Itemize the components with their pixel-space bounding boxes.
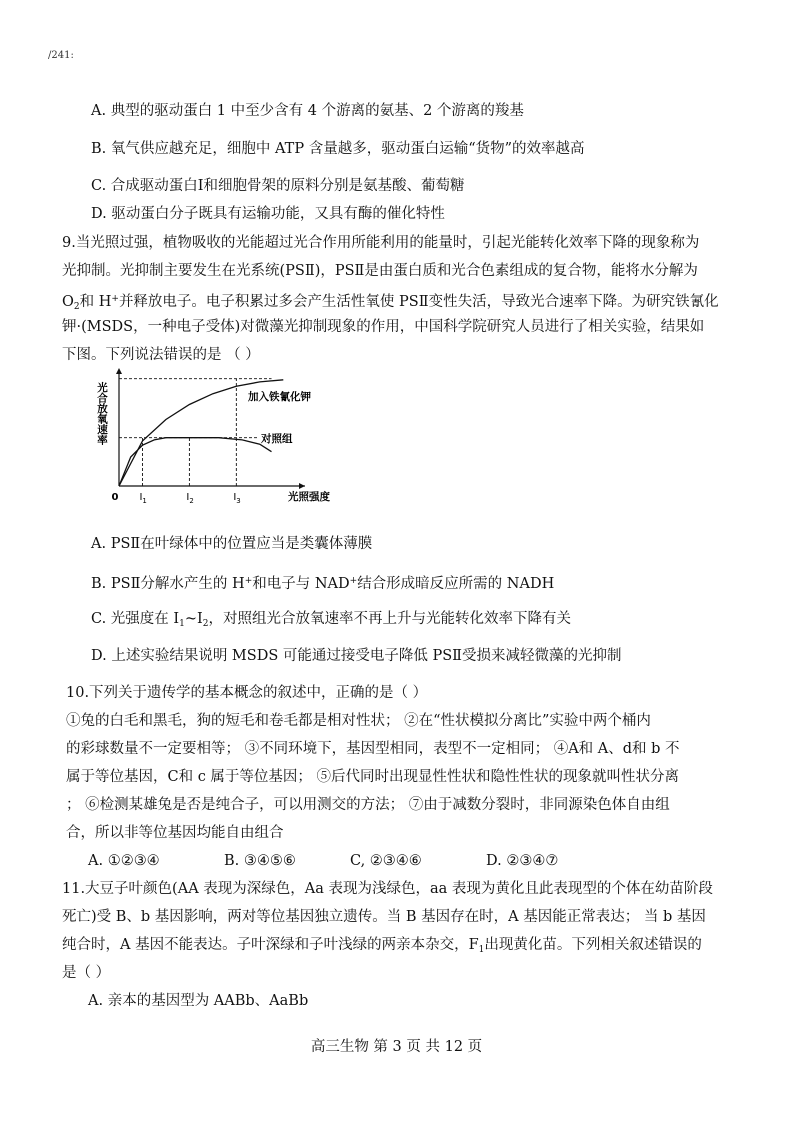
q9-option-b: B. PSⅡ分解水产生的 H+和电子与 NAD+结合形成暗反应所需的 NADH <box>91 576 555 592</box>
q8-option-a: A. 典型的驱动蛋白 1 中至少含有 4 个游离的氨基、2 个游离的羧基 <box>91 103 524 119</box>
q9-option-c: C. 光强度在 $I_1\sim I_2$，对照组光合放氧速率不再上升与光能转化效率下降有关 <box>91 611 571 629</box>
q11-stem-line: 纯合时，A 基因不能表达。子叶深绿和子叶浅绿的两亲本杂交，$F_1$出现黄化苗。下列相关叙述错误的 <box>62 937 702 955</box>
x-axis-arrow <box>299 483 305 489</box>
series-line-control <box>119 438 272 486</box>
x-axis-label: 光照强度 <box>288 491 330 503</box>
q10-statement-line: ①兔的白毛和黑毛，狗的短毛和卷毛都是相对性状； ②在“性状模拟分离比”实验中两个桶内 <box>66 713 651 729</box>
q9-option-d: D. 上述实验结果说明 MSDS 可能通过接受电子降低 PSⅡ受损来减轻微藻的光抑制 <box>91 648 622 664</box>
q9-stem-line: 光抑制。光抑制主要发生在光系统(PSⅡ)，PSⅡ是由蛋白质和光合色素组成的复合物，能将水分解为 <box>62 263 698 279</box>
q10-statement-line: ； ⑥检测某雄兔是否是纯合子，可以用测交的方法； ⑦由于减数分裂时，非同源染色体自由组 <box>66 797 670 813</box>
q11-stem-line: 11.大豆子叶颜色(AA 表现为深绿色，Aa 表现为浅绿色，aa 表现为黄化且此表现型的个体在幼苗阶段 <box>62 881 713 897</box>
q10-option-b: B. ③④⑤⑥ <box>224 853 296 869</box>
q9-stem-line: 9.当光照过强，植物吸收的光能超过光合作用所能利用的能量时，引起光能转化效率下降的现象称为 <box>62 235 700 251</box>
q9-stem-line: 钾·(MSDS，一种电子受体)对微藻光抑制现象的作用，中国科学院研究人员进行了相关实验，结果如 <box>62 319 705 335</box>
q8-option-c: C. 合成驱动蛋白Ⅰ和细胞骨架的原料分别是氨基酸、葡萄糖 <box>91 178 465 194</box>
y-axis-arrow <box>116 368 122 374</box>
origin-label: 0 <box>111 492 119 503</box>
q10-statement-line: 合，所以非等位基因均能自由组合 <box>66 825 284 841</box>
page-header-mark: /241: <box>48 50 74 61</box>
q8-option-d: D. 驱动蛋白分子既具有运输功能，又具有酶的催化特性 <box>91 206 445 222</box>
y-axis-label: 光合放氧速率 <box>96 382 108 445</box>
q10-option-c: C, ②③④⑥ <box>350 853 422 869</box>
q9-stem-line: $O_2$和 H+并释放电子。电子积累过多会产生活性氧使 PSⅡ变性失活，导致光合速率下降。为研究铁氰化 <box>62 294 719 312</box>
x-tick-label: $I_3$ <box>233 492 241 505</box>
q10-option-a: A. ①②③④ <box>88 853 160 869</box>
q8-option-b: B. 氧气供应越充足，细胞中 ATP 含量越多，驱动蛋白运输“货物”的效率越高 <box>91 141 585 157</box>
q10-statement-line: 的彩球数量不一定要相等； ③不同环境下，基因型相同，表型不一定相同； ④A和 A、d和 b 不 <box>66 741 680 757</box>
q10-option-d: D. ②③④⑦ <box>486 853 559 869</box>
photosynthesis-chart <box>88 366 348 516</box>
x-tick-label: $I_1$ <box>139 492 147 505</box>
q9-option-a: A. PSⅡ在叶绿体中的位置应当是类囊体薄膜 <box>91 536 373 552</box>
series-label-control: 对照组 <box>261 433 293 445</box>
q9-stem-line: 下图。下列说法错误的是 （ ） <box>62 347 260 363</box>
q11-stem-line: 死亡)受 B、b 基因影响，两对等位基因独立遗传。当 B 基因存在时，A 基因能正常表达； 当 b 基因 <box>62 909 706 925</box>
x-tick-label: $I_2$ <box>186 492 194 505</box>
q10-statement-line: 属于等位基因，C和 c 属于等位基因； ⑤后代同时出现显性性状和隐性性状的现象就叫性状分离 <box>66 769 680 785</box>
series-label-msds: 加入铁氰化钾 <box>248 391 311 403</box>
q10-stem: 10.下列关于遗传学的基本概念的叙述中，正确的是（ ） <box>66 685 428 701</box>
q11-stem-line: 是（ ） <box>62 965 111 981</box>
q11-option-a: A. 亲本的基因型为 AABb、AaBb <box>88 993 309 1009</box>
page-footer: 高三生物 第 3 页 共 12 页 <box>310 1039 483 1055</box>
